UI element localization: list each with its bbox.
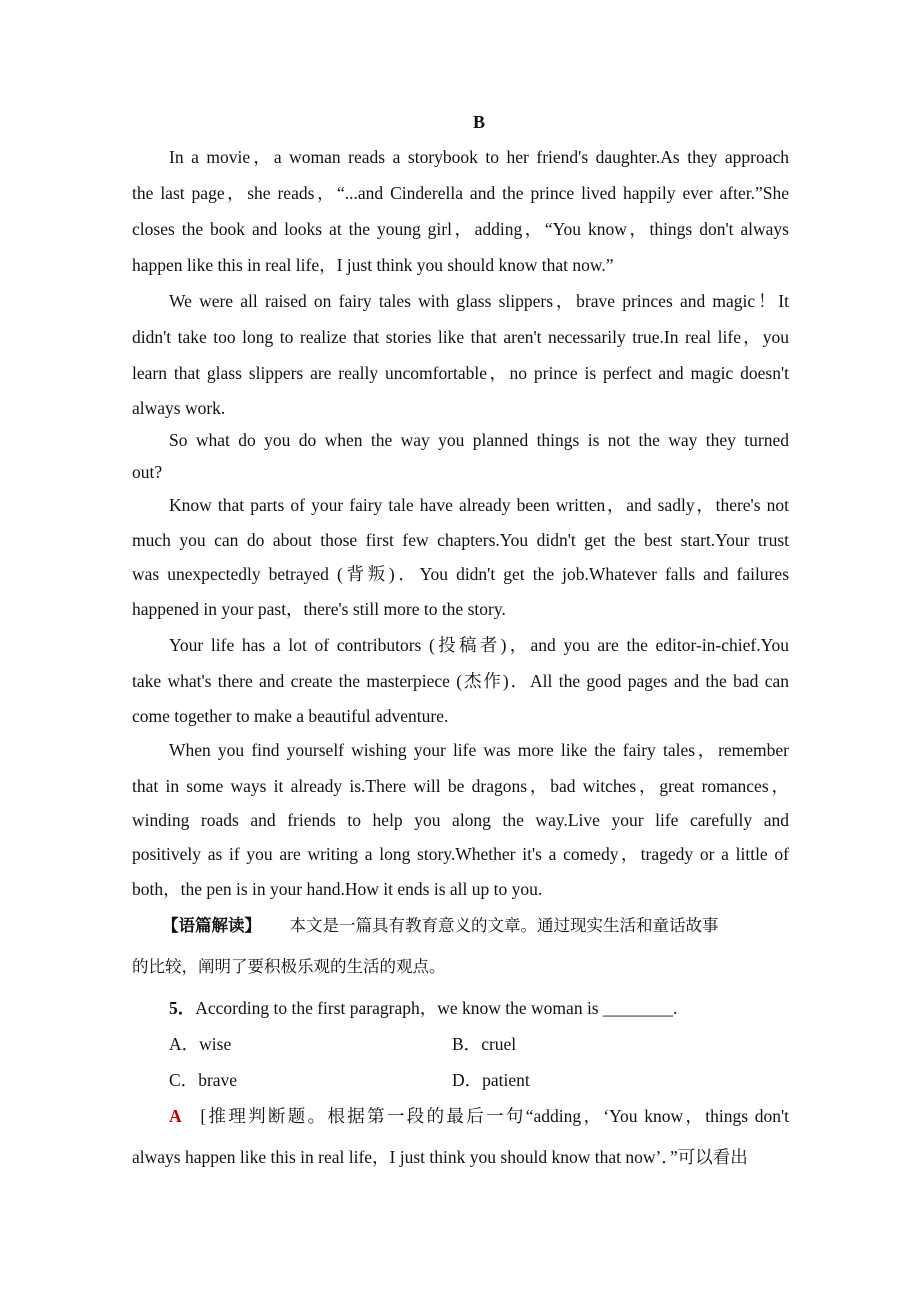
passage-line: positively as if you are writing a long story.Whether it's a comedy，tragedy or a little of	[132, 844, 789, 864]
passage-line: didn't take too long to realize that stories like that aren't necessarily true.In real life，you	[132, 327, 789, 347]
analysis-line	[162, 914, 789, 938]
passage-line: Know that parts of your fairy tale have already been written，and sadly，there's not	[169, 495, 789, 515]
option-text: wise	[199, 1034, 232, 1054]
passage-line: happened in your past，there's still more to the story.	[132, 599, 506, 619]
question-stem	[169, 996, 789, 1020]
passage-line: closes the book and looks at the young girl，adding，“You know，things don't always	[132, 219, 789, 239]
passage-line: out?	[132, 462, 163, 482]
question-number: 5．	[169, 998, 196, 1018]
passage-line: that in some ways it already is.There will be dragons，bad witches，great romances，	[132, 776, 789, 796]
option-letter: D．	[452, 1070, 483, 1090]
option-b	[452, 1032, 516, 1056]
passage-line: happen like this in real life，I just think you should know that now.”	[132, 255, 614, 275]
passage-line: When you find yourself wishing your life was more like the fairy tales，remember	[169, 740, 789, 760]
passage-line: We were all raised on fairy tales with glass slippers，brave princes and magic！It	[169, 291, 789, 311]
analysis-line: 的比较，阐明了要积极乐观的生活的观点。	[132, 957, 446, 976]
passage-line: Your life has a lot of contributors (投稿者)，and you are the editor-in-chief.You	[169, 635, 789, 655]
option-text: brave	[198, 1070, 238, 1090]
passage-line: take what's there and create the masterpiece (杰作)．All the good pages and the bad can	[132, 671, 789, 691]
passage-line: always work.	[132, 398, 226, 418]
question-end: .	[673, 998, 678, 1018]
passage-line: was unexpectedly betrayed (背叛)．You didn't get the job.Whatever falls and failures	[132, 564, 789, 584]
passage-line: So what do you do when the way you planned things is not the way they turned	[169, 430, 789, 450]
option-text: patient	[482, 1070, 530, 1090]
analysis-text: 本文是一篇具有教育意义的文章。通过现实生活和童话故事	[289, 916, 719, 935]
option-d	[452, 1068, 530, 1092]
option-letter: B．	[452, 1034, 482, 1054]
option-c	[169, 1068, 237, 1092]
section-heading: B	[472, 112, 485, 132]
passage-line: winding roads and friends to help you along the way.Live your life carefully and	[132, 810, 789, 830]
option-letter: C．	[169, 1070, 199, 1090]
option-text: cruel	[481, 1034, 517, 1054]
passage-line: much you can do about those first few chapters.You didn't get the best start.Your trust	[132, 530, 789, 550]
option-letter: A．	[169, 1034, 200, 1054]
answer-line: always happen like this in real life，I just think you should know that now’．”可以看出	[132, 1147, 748, 1167]
passage-line: the last page，she reads，“...and Cinderella and the prince lived happily ever after.”She	[132, 183, 789, 203]
answer-blank: ________	[603, 998, 673, 1018]
analysis-label: 【语篇解读】	[162, 916, 261, 935]
passage-line: both，the pen is in your hand.How it ends is all up to you.	[132, 879, 543, 899]
answer-line	[169, 1104, 789, 1128]
question-text: According to the first paragraph，we know the woman is	[195, 998, 599, 1018]
passage-line: In a movie，a woman reads a storybook to her friend's daughter.As they approach	[169, 147, 789, 167]
answer-text: [推理判断题。根据第一段的最后一句“adding，‘You know，things don't	[200, 1106, 789, 1126]
option-a	[169, 1032, 231, 1056]
passage-line: learn that glass slippers are really uncomfortable，no prince is perfect and magic doesn't	[132, 363, 789, 383]
answer-letter: A	[169, 1106, 182, 1126]
passage-line: come together to make a beautiful adventure.	[132, 706, 449, 726]
